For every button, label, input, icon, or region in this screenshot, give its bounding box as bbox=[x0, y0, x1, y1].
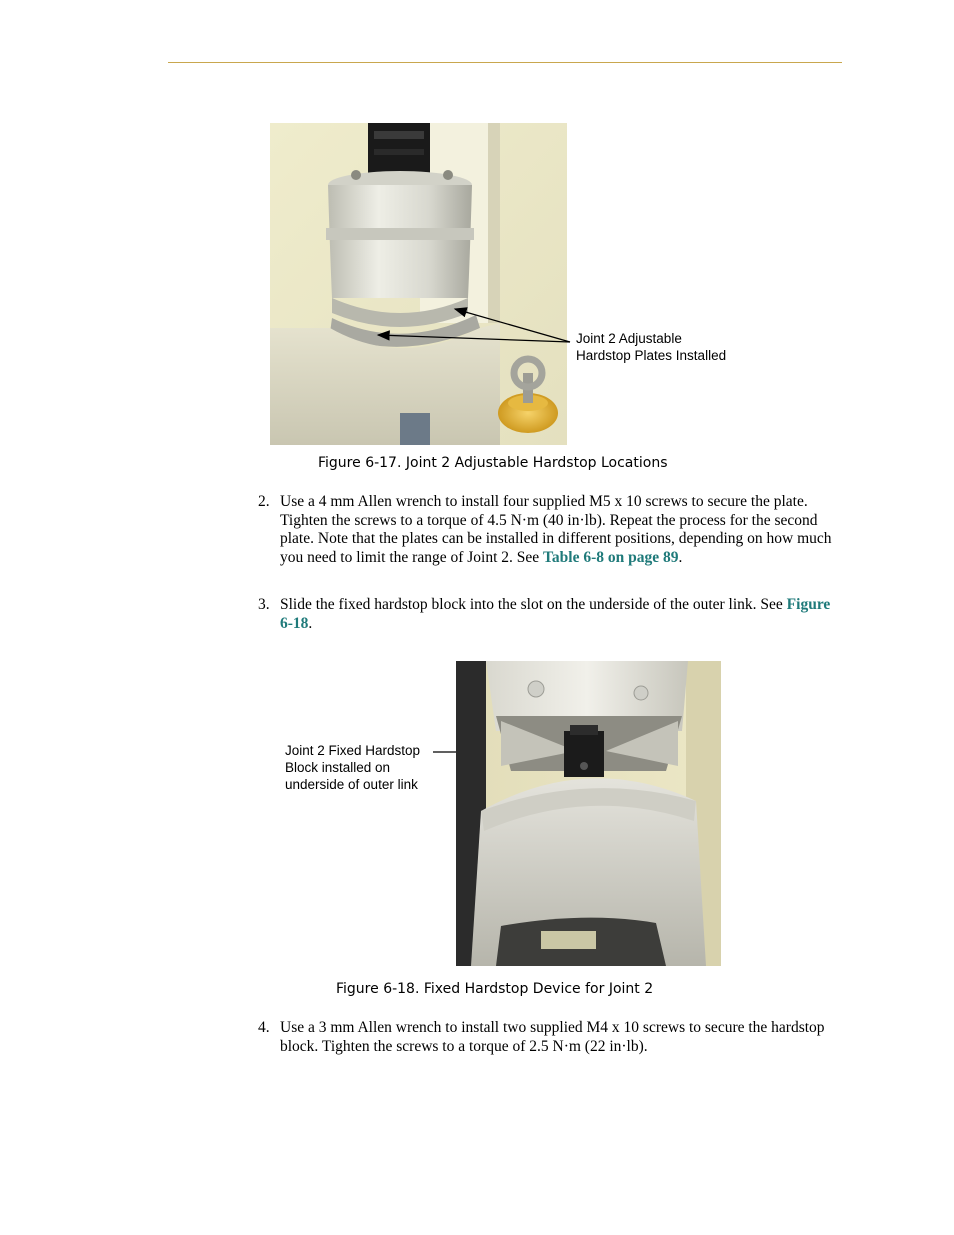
callout-line: Hardstop Plates Installed bbox=[576, 348, 727, 363]
step-number: 4. bbox=[258, 1019, 270, 1036]
step-text-end: . bbox=[308, 614, 313, 632]
figure-6-18-photo bbox=[456, 661, 721, 966]
callout-line: Joint 2 Adjustable bbox=[576, 331, 682, 346]
callout-line: Joint 2 Fixed Hardstop bbox=[285, 743, 421, 758]
step-number: 3. bbox=[258, 596, 270, 613]
figure-6-18-callout bbox=[285, 742, 420, 793]
step-text: Use a 3 mm Allen wrench to install two supplied M4 x 10 screws to secure the hardstop block. Tighten the screws to a torque of 2.5 N·m (22 in·lb). bbox=[280, 1019, 825, 1055]
step-2 bbox=[258, 493, 844, 567]
callout-line: Block installed on bbox=[285, 760, 391, 775]
table-6-8-link[interactable]: Table 6-8 on page 89 bbox=[543, 548, 679, 566]
step-text: Slide the fixed hardstop block into the slot on the underside of the outer link. See bbox=[280, 596, 787, 613]
step-text: Use a 4 mm Allen wrench to install four supplied M5 x 10 screws to secure the plate. Tighten the screws to a torque of 4.5 N·m (40 in·lb). Repeat the process for the second plate. Note that the plates can be installed in different positions, depending on how much you need to limit the range of Joint 2. See bbox=[280, 493, 832, 566]
step-text-end: . bbox=[678, 548, 683, 566]
figure-6-18-caption: Figure 6-18. Fixed Hardstop Device for Joint 2 bbox=[336, 981, 654, 997]
figure-6-17-callout bbox=[576, 330, 726, 364]
callout-line: underside of outer link bbox=[285, 777, 418, 792]
step-4 bbox=[258, 1019, 844, 1056]
figure-6-17-caption: Figure 6-17. Joint 2 Adjustable Hardstop Locations bbox=[318, 455, 668, 471]
figure-6-18-link[interactable]: Figure 6-18 bbox=[280, 596, 831, 632]
step-number: 2. bbox=[258, 493, 270, 510]
step-3 bbox=[258, 596, 844, 633]
